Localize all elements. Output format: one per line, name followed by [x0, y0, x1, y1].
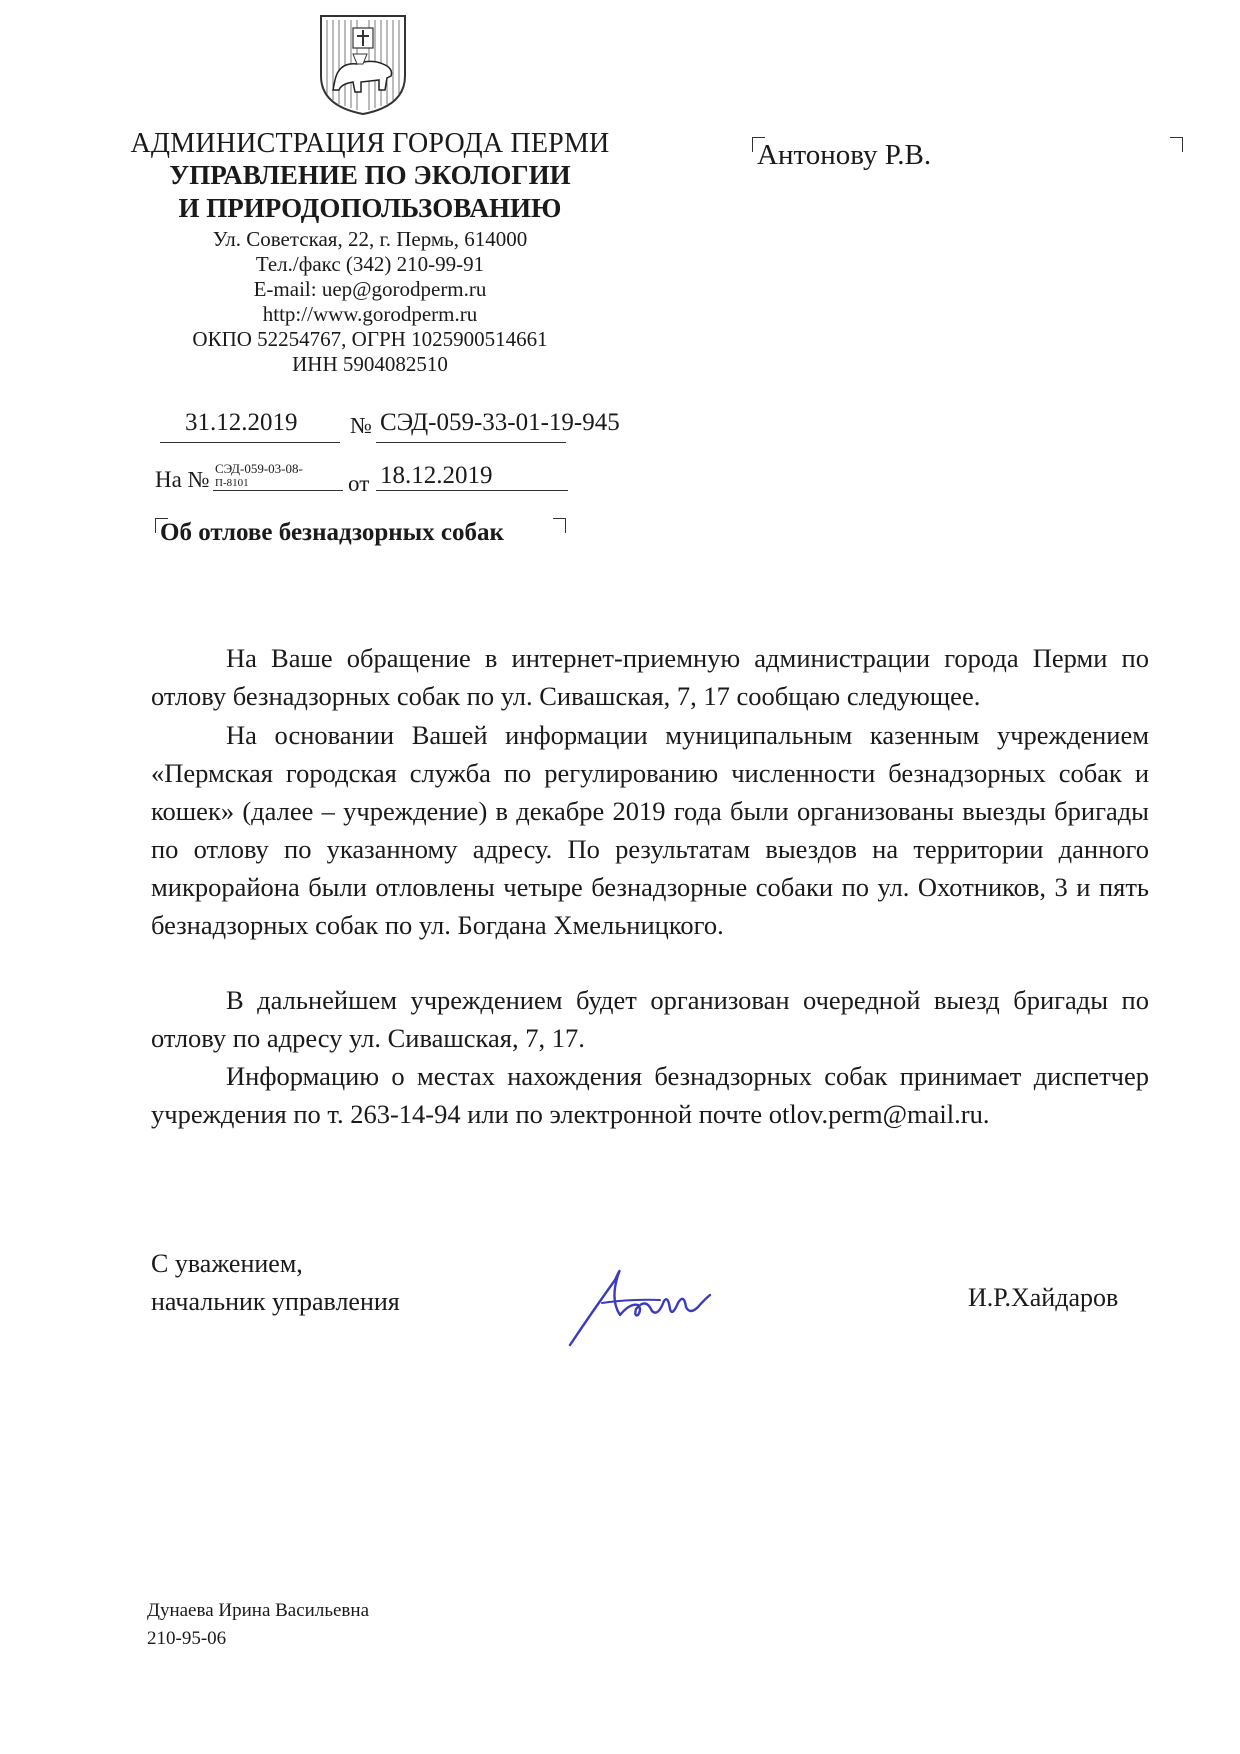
in-reply-date: 18.12.2019: [380, 462, 493, 489]
department-name-line1: УПРАВЛЕНИЕ ПО ЭКОЛОГИИ: [169, 160, 571, 190]
perm-coat-of-arms-bear-icon: [317, 14, 409, 116]
closing-regards: С уважением,: [151, 1249, 303, 1278]
org-website: http://www.gorodperm.ru: [262, 302, 478, 326]
addressee: Антонову Р.В.: [757, 139, 932, 171]
signer-position: начальник управления: [151, 1287, 400, 1316]
organization-name: АДМИНИСТРАЦИЯ ГОРОДА ПЕРМИ: [130, 128, 610, 159]
body-paragraph-2: На основании Вашей информации муниципальным казенным учреждением «Пермская городская служба по регулированию численности безнадзорных собак и кошек» (далее – учреждение) в декабре 2019 года были организованы выезды бригады по отлову по указанному адресу. По результатам выездов на территории данного микрорайона были отловлены четыре безнадзорные собаки по ул. Охотников, 3 и пять безнадзорных собак по ул. Богдана Хмельницкого.: [151, 720, 1149, 940]
document-number: СЭД-059-33-01-19-945: [380, 409, 620, 436]
executor-name: Дунаева Ирина Васильевна: [147, 1600, 369, 1621]
org-address: Ул. Советская, 22, г. Пермь, 614000: [212, 227, 528, 251]
executor-phone: 210-95-06: [147, 1628, 227, 1649]
department-name-line2: И ПРИРОДОПОЛЬЗОВАНИЮ: [178, 193, 562, 223]
in-reply-label: На №: [155, 467, 210, 492]
org-email: E-mail: uep@gorodperm.ru: [253, 277, 487, 301]
org-codes: ОКПО 52254767, ОГРН 1025900514661: [192, 327, 548, 351]
body-paragraph-1: На Ваше обращение в интернет-приемную администрации города Перми по отлову безнадзорных собак по ул. Сивашская, 7, 17 сообщаю следующее.: [151, 643, 1149, 711]
in-reply-number-cont: П-8101: [215, 478, 249, 488]
handwritten-signature: [560, 1245, 760, 1355]
org-phone: Тел./факс (342) 210-99-91: [255, 252, 485, 276]
executor-block: [147, 1597, 369, 1653]
subject-corner-right: [553, 518, 566, 533]
signer-name: И.Р.Хайдаров: [968, 1283, 1119, 1312]
body-paragraph-3: В дальнейшем учреждением будет организован очередной выезд бригады по отлову по адресу ул. Сивашская, 7, 17.: [151, 985, 1149, 1053]
number-sign: №: [350, 413, 372, 438]
from-label: от: [348, 471, 370, 496]
document-date: 31.12.2019: [185, 409, 298, 436]
org-inn: ИНН 5904082510: [292, 352, 448, 376]
body-paragraph-4: Информацию о местах нахождения безнадзорных собак принимает диспетчер учреждения по т. 263-14-94 или по электронной почте otlov.perm@mail.ru.: [151, 1061, 1149, 1129]
subject-line: Об отлове безнадзорных собак: [160, 519, 504, 546]
addressee-corner-right: [1170, 137, 1183, 152]
in-reply-number: СЭД-059-03-08-: [215, 461, 303, 476]
closing-block: [151, 1245, 400, 1321]
